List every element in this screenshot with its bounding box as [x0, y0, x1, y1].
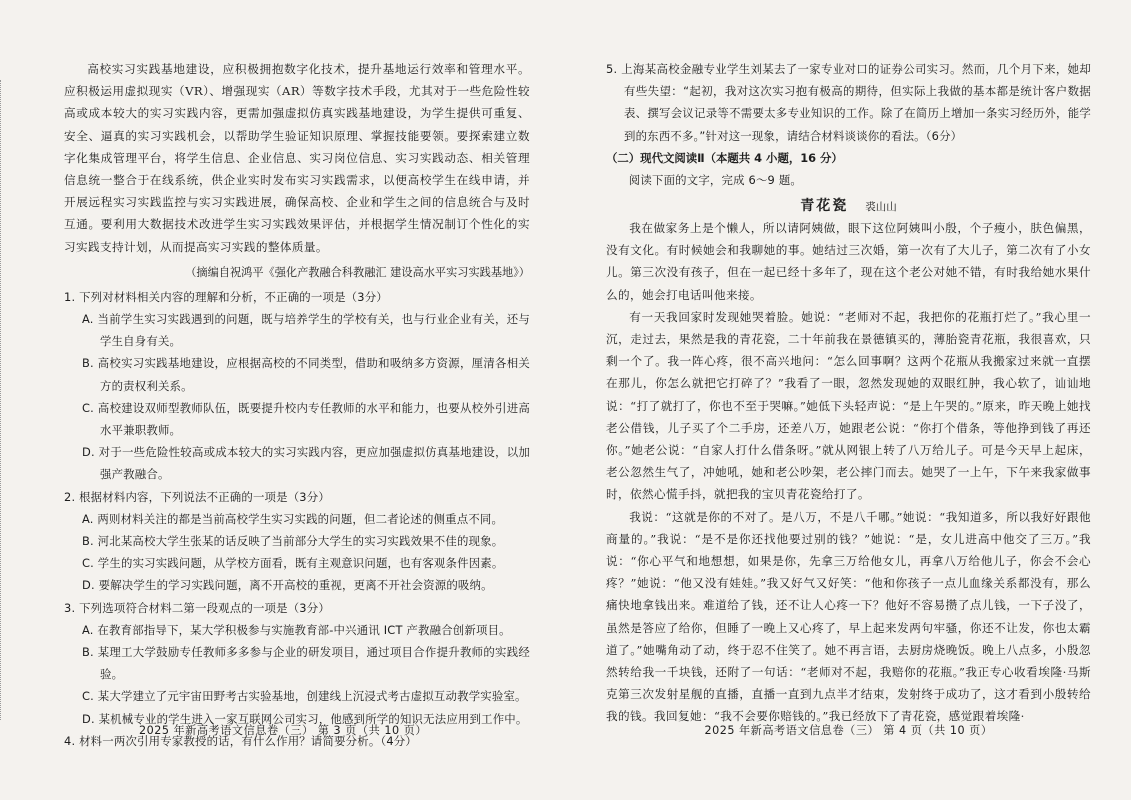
exam-page-4 — [566, 0, 1131, 800]
essay-author: 裘山山 — [865, 201, 897, 214]
page-footer-3: 2025 年新高考语文信息卷（三） 第 3 页（共 10 页） — [138, 724, 428, 737]
question-2-option-b: B. 河北某高校大学生张某的话反映了当前部分大学生的实习实践效果不佳的现象。 — [82, 534, 504, 549]
page-footer-4: 2025 年新高考语文信息卷（三） 第 4 页（共 10 页） — [704, 724, 993, 737]
question-3-option-b: B. 某理工大学鼓励专任教师多多参与企业的研发项目，通过项目合作提升教师的实践经验。 — [82, 645, 530, 682]
reading-instruction: 阅读下面的文字，完成 6～9 题。 — [628, 172, 803, 187]
question-3-option-a: A. 在教育部指导下，某大学积极参与实施教育部-中兴通讯 ICT 产教融合创新项目。 — [82, 622, 511, 637]
question-2-stem: 2. 根据材料内容，下列说法不正确的一项是（3分） — [64, 489, 330, 504]
reading-passage: 高校实习实践基地建设，应积极拥抱数字化技术，提升基地运行效率和管理水平。应积极运用虚拟现实（VR）、增强现实（AR）等数字技术手段，尤其对于一些危险性较高或成本较大的实习实践内容，更需加强虚拟仿真实践基地建设，为学生提供可重复、安全、逼真的实习实践机会，以帮助学生验证知识原理、掌握技能要领。要探索建立数字化集成管理平台，将学生信息、企业信息、实习岗位信息、实习实践动态、相关管理信息统一整合于在线系统，供企业实时发布实习实践需求，以便高校学生在线申请，并开展远程实习实践监控与实习实践进展，确保高校、企业和学生之间的信息统合与及时互通。要利用大数据技术改进学生实习实践效果评估，并根据学生情况制订个性化的实习实践支持计划，从而提高实习实践的整体质量。 — [64, 62, 530, 254]
question-1-option-a: A. 当前学生实习实践遇到的问题，既与培养学生的学校有关，也与行业企业有关，还与学生自身有关。 — [82, 312, 530, 349]
question-2 — [64, 486, 530, 597]
question-5: 5. 上海某高校金融专业学生刘某去了一家专业对口的证券公司实习。然而，几个月下来，她却有些失望：“起初，我对这次实习抱有极高的期待，但实际上我做的基本都是统计客户数据表、撰写会议记录等不需要太多专业知识的工作。除了在简历上增加一条实习经历外，能学到的东西不多。”针对这一现象，请结合材料谈谈你的看法。（6分） — [606, 62, 1091, 143]
essay-paragraph: 我说：“这就是你的不对了。是八万，不是八千哪。”她说：“我知道多，所以我好好跟他商量的。”我说：“是不是你还找他要过别的钱？”她说：“是，女儿进高中他交了三万。”我说：“你心平气和地想想，如果是你，先拿三万给他女儿，再拿八万给他儿子，你会不会心疼？”她说：“他又没有娃娃。”我又好气又好笑：“他和你孩子一点儿血缘关系都没有，那么痛快地拿钱出来。难道给了钱，还不让人心疼一下？他好不容易攒了点儿钱，一下子没了，虽然是答应了给你，但睡了一晚上又心疼了，早上起来发两句牢骚，你还不让发，你也太霸道了。”她嘴角动了动，终于忍不住笑了。她不再言语，去厨房烧晚饭。晚上八点多，小殷忽然转给我一千块钱，还附了一句话：“老师对不起，我赔你的花瓶。”我正专心收看埃隆·马斯克第三次发射星舰的直播，直播一直到九点半才结束，发射终于成功了，这才看到小殷转给我的钱。我回复她：“我不会要你赔钱的。”我已经放下了青花瓷，感觉跟着埃隆· — [606, 509, 1091, 724]
question-2-option-a: A. 两则材料关注的都是当前高校学生实习实践的问题，但二者论述的侧重点不同。 — [82, 511, 504, 526]
essay-paragraph: 我在做家务上是个懒人，所以请阿姨做，眼下这位阿姨叫小殷，个子瘦小，肤色偏黑，没有文化。有时候她会和我聊她的事。她结过三次婚，第一次有了大儿子，第二次有了小女儿。第三次没有孩子，但在一起已经十多年了，现在这个老公对她不错，有时我给她水果什么的，她会打电话叫他来接。 — [606, 221, 1091, 302]
question-3-option-d: D. 某机械专业的学生进入一家互联网公司实习，他感到所学的知识无法应用到工作中。 — [82, 711, 528, 726]
question-1-option-d: D. 对于一些危险性较高或成本较大的实习实践内容，更应加强虚拟仿真基地建设，以加强产教融合。 — [82, 445, 530, 482]
question-3-stem: 3. 下列选项符合材料二第一段观点的一项是（3分） — [64, 600, 330, 615]
question-1-option-b: B. 高校实习实践基地建设，应根据高校的不同类型，借助和吸纳多方资源，厘清各相关方的责权利关系。 — [82, 356, 530, 393]
question-2-option-c: C. 学生的实习实践问题，从学校方面看，既有主观意识问题，也有客观条件因素。 — [82, 556, 504, 571]
question-1 — [64, 286, 530, 486]
question-3-option-c: C. 某大学建立了元宇宙田野考古实验基地，创建线上沉浸式考古虚拟互动教学实验室。 — [82, 689, 527, 704]
question-1-stem: 1. 下列对材料相关内容的理解和分析，不正确的一项是（3分） — [64, 289, 388, 304]
question-1-option-c: C. 高校建设双师型教师队伍，既要提升校内专任教师的水平和能力，也要从校外引进高水平兼职教师。 — [82, 400, 530, 438]
question-2-option-d: D. 要解决学生的学习实践问题，离不开高校的重视，更离不开社会资源的吸纳。 — [82, 578, 493, 593]
question-3 — [64, 597, 530, 730]
section-heading: （二）现代文阅读Ⅱ（本题共 4 小题，16 分） — [606, 150, 843, 165]
question-4: 4. 材料一两次引用专家教授的话，有什么作用？请简要分析。（4分） — [64, 733, 417, 748]
essay-title: 青花瓷 — [800, 198, 849, 215]
passage-citation: （摘编自祝鸿平《强化产教融合科教融汇 建设高水平实习实践基地》） — [185, 265, 530, 279]
essay-heading — [606, 195, 1091, 215]
essay-paragraph: 有一天我回家时发现她哭着脸。她说：“老师对不起，我把你的花瓶打烂了。”我心里一沉，走过去，果然是我的青花瓷，二十年前我在景德镇买的，薄胎瓷青花瓶，我很喜欢，只剩一个了。我一阵心疼，很不高兴地问：“怎么回事啊？这两个花瓶从我搬家过来就一直摆在那儿，你怎么就把它打碎了？”我看了一眼，忽然发现她的双眼红肿，我心软了，讪讪地说：“打了就打了，你也不至于哭嘛。”她低下头轻声说：“是上午哭的。”原来，昨天晚上她找老公借钱，儿子买了个二手房，还差八万，她跟老公说：“你打个借条，等他挣到钱了再还你。”她老公说：“自家人打什么借条呀。”就从网银上转了八万给儿子。可是今天早上起床，老公忽然生气了，冲她吼，她和老公吵架，老公摔门而去。她哭了一上午，下午来我家做事时，依然心慌手抖，就把我的宝贝青花瓷给打了。 — [606, 309, 1091, 502]
